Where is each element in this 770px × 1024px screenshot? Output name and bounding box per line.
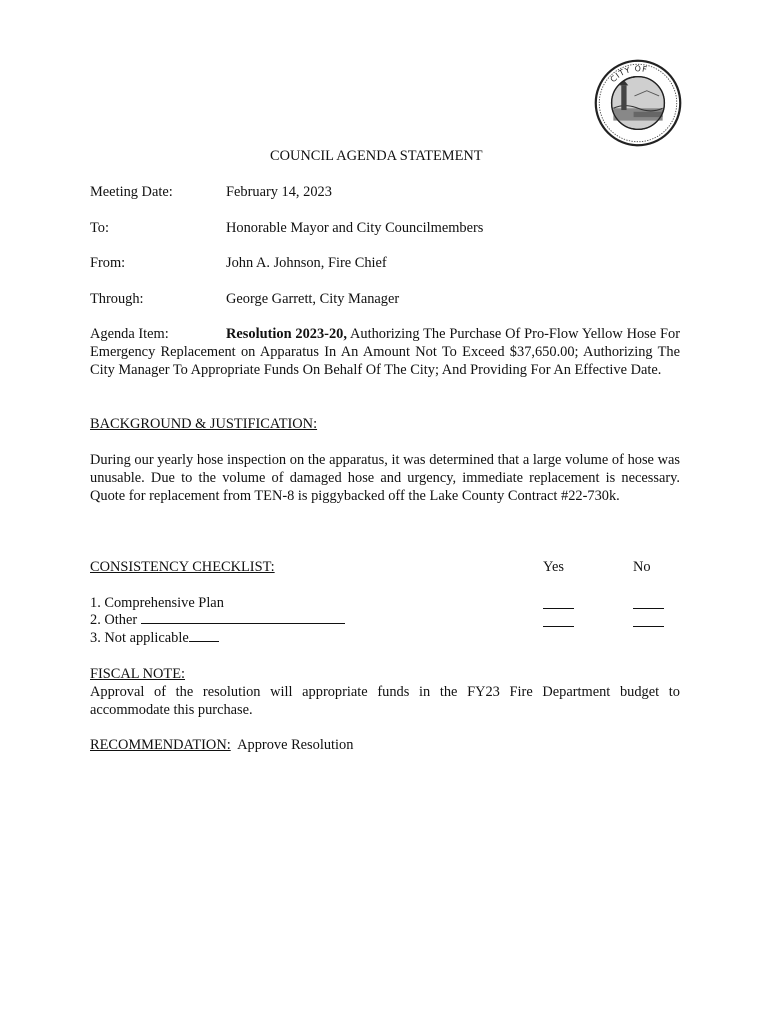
checklist-item-comprehensive-plan: 1. Comprehensive Plan [90, 595, 224, 611]
city-seal-icon [594, 59, 682, 147]
checklist-item-not-applicable-label: 3. Not applicable [90, 630, 189, 646]
seal-ring-text: CITY OF [608, 64, 649, 85]
from-value: John A. Johnson, Fire Chief [226, 255, 387, 271]
recommendation-heading: RECOMMENDATION: [90, 737, 231, 753]
comprehensive-plan-yes-blank[interactable] [543, 608, 574, 609]
other-no-blank[interactable] [633, 626, 664, 627]
recommendation-line [90, 736, 353, 754]
page-title: COUNCIL AGENDA STATEMENT [270, 148, 483, 164]
background-text: During our yearly hose inspection on the apparatus, it was determined that a large volume of hose was unusable. Due to the volume of damaged hose and urgency, immediate replacement is necessary. Quote for replacement from TEN-8 is piggybacked off the Lake County Contract #22-730k. [90, 452, 680, 504]
checklist-item-other-label: 2. Other [90, 612, 138, 628]
agenda-item-resolution: Resolution 2023-20, [226, 326, 347, 342]
through-value: George Garrett, City Manager [226, 291, 400, 307]
checklist-yes-header: Yes [543, 559, 564, 575]
meeting-date-value: February 14, 2023 [226, 184, 332, 200]
not-applicable-blank[interactable] [189, 629, 219, 642]
other-yes-blank[interactable] [543, 626, 574, 627]
agenda-item-paragraph [90, 325, 680, 379]
recommendation-text: Approve Resolution [237, 737, 354, 753]
fiscal-note-heading: FISCAL NOTE: [90, 666, 186, 682]
checklist-item-not-applicable [90, 629, 219, 647]
agenda-item-text: Authorizing The Purchase Of Pro-Flow Yellow Hose For Emergency Replacement on Apparatus In An Amount Not To Exceed $37,650.00; Authorizing The City Manager To Appropriate Funds On Behalf Of The City; And Providing For An Effective Date. [90, 326, 680, 378]
meeting-date-label: Meeting Date: [90, 184, 173, 200]
through-label: Through: [90, 291, 144, 307]
checklist-item-other [90, 611, 345, 629]
to-label: To: [90, 220, 109, 236]
comprehensive-plan-no-blank[interactable] [633, 608, 664, 609]
checklist-no-header: No [633, 559, 651, 575]
fiscal-note-text: Approval of the resolution will appropriate funds in the FY23 Fire Department budget to accommodate this purchase. [90, 684, 680, 718]
checklist-heading: CONSISTENCY CHECKLIST: [90, 559, 275, 575]
background-heading: BACKGROUND & JUSTIFICATION: [90, 416, 318, 432]
agenda-item-label: Agenda Item: [90, 326, 169, 342]
other-blank-line[interactable] [141, 611, 345, 624]
to-value: Honorable Mayor and City Councilmembers [226, 220, 484, 236]
from-label: From: [90, 255, 126, 271]
